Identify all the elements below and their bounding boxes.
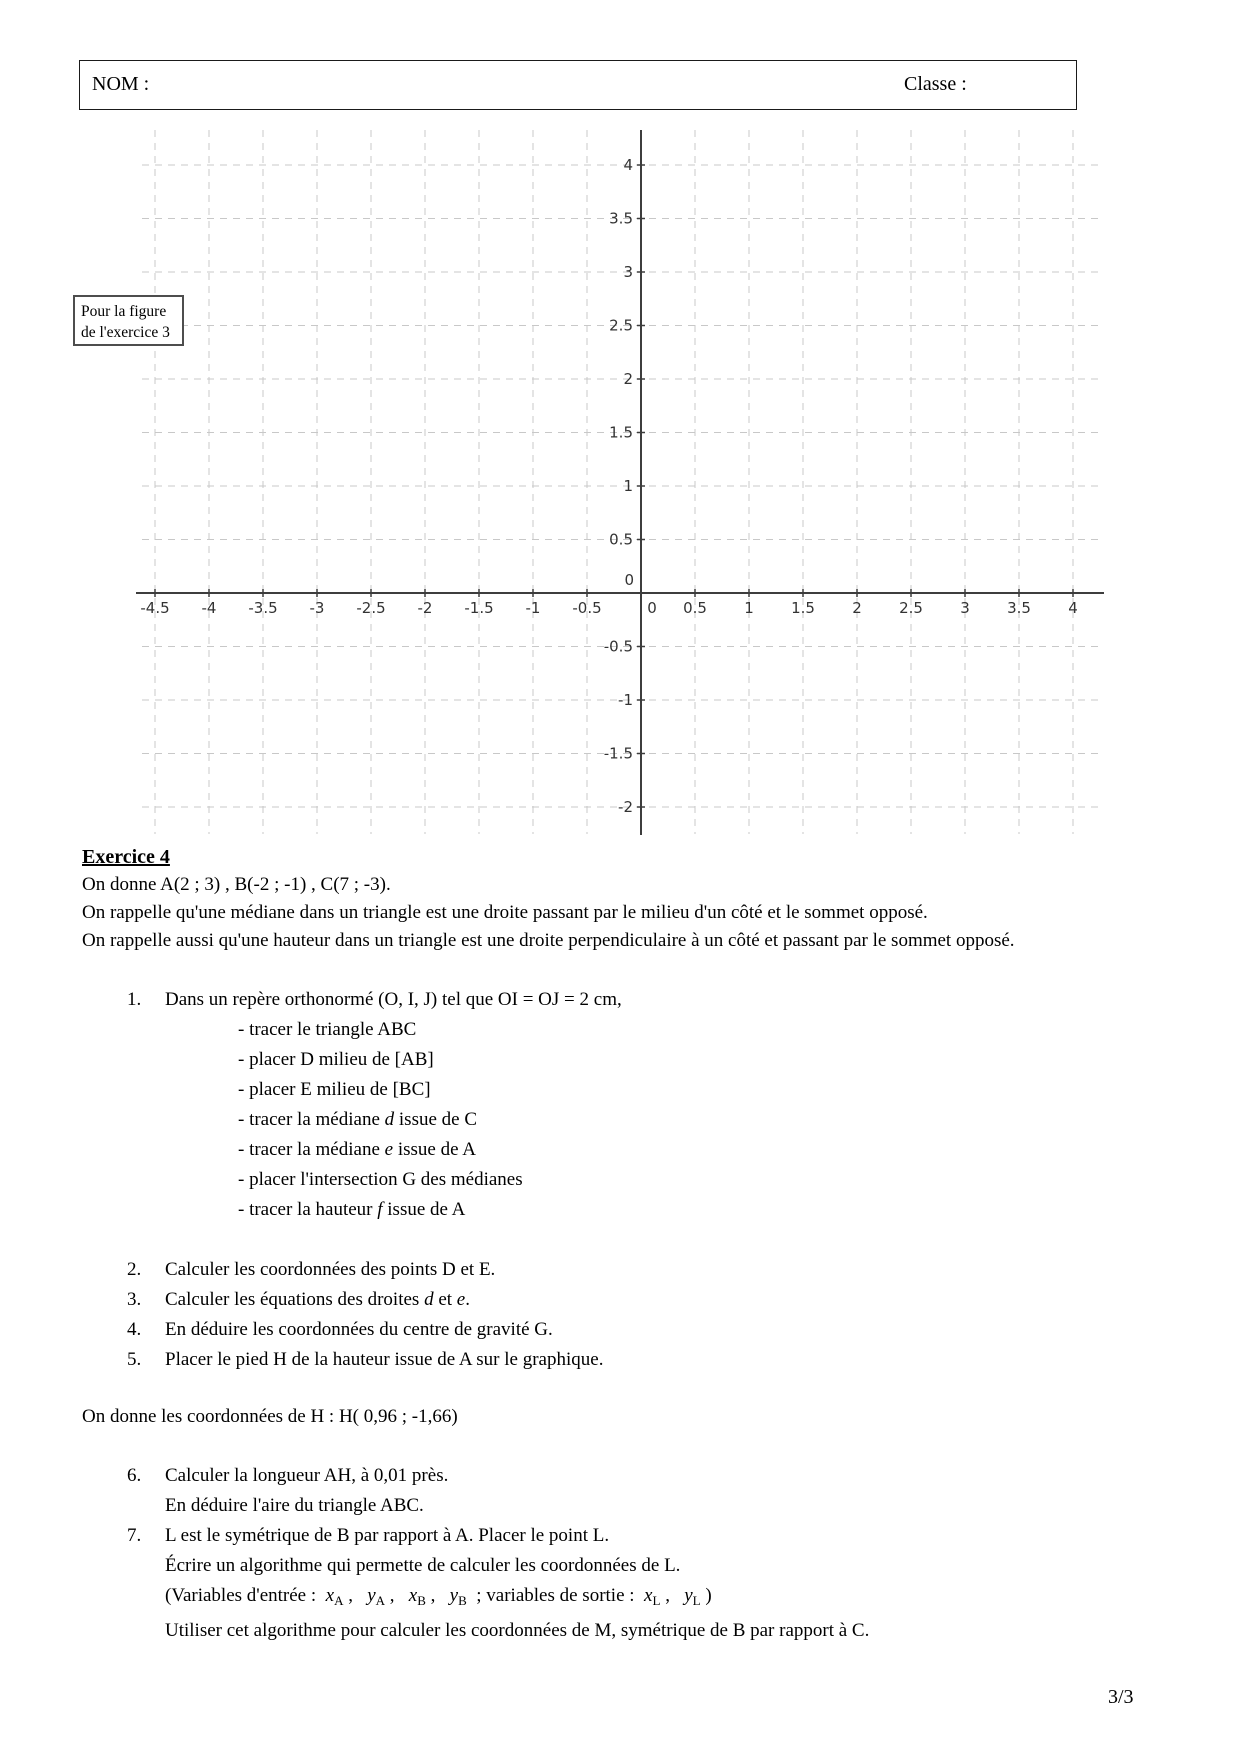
figure-note-line1: Pour la figure [81, 303, 167, 320]
text-line: On rappelle aussi qu'une hauteur dans un triangle est une droite perpendiculaire à un côté et passant par le sommet opposé. [82, 930, 1015, 951]
text-line: On donne les coordonnées de H : H( 0,96 ; -1,66) [82, 1406, 458, 1427]
x-tick-label: -1 [525, 599, 541, 617]
coordinate-grid [120, 128, 1110, 840]
text-line: En déduire l'aire du triangle ABC. [165, 1495, 424, 1516]
y-tick-label: -2 [618, 798, 633, 816]
text-line: - tracer la hauteur f issue de A [238, 1199, 466, 1220]
text-line [82, 1345, 1162, 1375]
page-number: 3/3 [1108, 1686, 1134, 1708]
x-tick-label: -3 [309, 599, 325, 617]
list-number: 3. [127, 1289, 142, 1310]
text-line [82, 1521, 1162, 1551]
y-tick-label: 4 [623, 156, 633, 174]
x-tick-label: 1.5 [791, 599, 815, 617]
name-class-box [79, 60, 1077, 110]
x-tick-label: 1 [744, 599, 754, 617]
text-line: On rappelle qu'une médiane dans un triangle est une droite passant par le milieu d'un côté et le sommet opposé. [82, 902, 928, 923]
x-tick-label: 3 [960, 599, 970, 617]
list-text: L est le symétrique de B par rapport à A. Placer le point L. [165, 1525, 610, 1546]
origin-label: 0 [624, 571, 634, 589]
x-tick-label: -0.5 [572, 599, 602, 617]
list-number: 5. [127, 1349, 142, 1370]
text-line [82, 1315, 1162, 1345]
text-line: - placer l'intersection G des médianes [238, 1169, 523, 1190]
figure-note-line2: de l'exercice 3 [81, 324, 170, 341]
list-number: 4. [127, 1319, 142, 1340]
text-line [82, 1285, 1162, 1315]
classe-label: Classe : [904, 73, 967, 95]
text-line: - tracer la médiane e issue de A [238, 1139, 476, 1160]
x-tick-label: -2.5 [356, 599, 386, 617]
text-line [82, 1461, 1162, 1491]
x-tick-label: 4 [1068, 599, 1078, 617]
y-tick-label: -1 [618, 691, 633, 709]
y-tick-label: 0.5 [609, 530, 633, 549]
list-text: Calculer les équations des droites d et e. [165, 1289, 470, 1310]
spacer [82, 1431, 1162, 1461]
exercise-title: Exercice 4 [82, 846, 170, 868]
list-text: Calculer la longueur AH, à 0,01 près. [165, 1465, 449, 1486]
text-line: Écrire un algorithme qui permette de calculer les coordonnées de L. [165, 1555, 681, 1576]
x-tick-label: -1.5 [464, 599, 494, 617]
y-tick-label: 1 [623, 477, 633, 495]
y-tick-label: -1.5 [603, 744, 633, 763]
x-tick-label: 2.5 [899, 599, 923, 617]
text-line: - tracer le triangle ABC [238, 1019, 417, 1040]
y-tick-label: 3 [623, 263, 633, 281]
list-number: 6. [127, 1465, 142, 1486]
text-line: Utiliser cet algorithme pour calculer les coordonnées de M, symétrique de B par rapport à C. [165, 1620, 870, 1641]
x-tick-label: 0.5 [683, 599, 707, 617]
text-line: - tracer la médiane d issue de C [238, 1109, 477, 1130]
list-text: Placer le pied H de la hauteur issue de A sur le graphique. [165, 1349, 604, 1370]
x-tick-label: 0 [647, 599, 657, 617]
text-line: (Variables d'entrée : $x_A$ , $y_A$ , $x_B$ , $y_B$ ; variables de sortie : $x_L$ , $y_L$ ) [165, 1585, 712, 1608]
list-text: En déduire les coordonnées du centre de gravité G. [165, 1319, 553, 1340]
x-tick-label: -4 [201, 599, 217, 617]
y-tick-label: -0.5 [603, 637, 633, 656]
figure-note-box [73, 295, 184, 346]
nom-label: NOM : [92, 73, 150, 95]
list-text: Calculer les coordonnées des points D et E. [165, 1259, 496, 1280]
y-tick-label: 1.5 [609, 423, 633, 442]
x-tick-label: -4.5 [140, 599, 170, 617]
text-line [82, 1255, 1162, 1285]
spacer [82, 1375, 1162, 1403]
list-text: Dans un repère orthonormé (O, I, J) tel que OI = OJ = 2 cm, [165, 989, 622, 1010]
text-line [82, 985, 1162, 1015]
x-tick-label: 3.5 [1007, 599, 1031, 617]
text-line: - placer D milieu de [AB] [238, 1049, 434, 1070]
y-tick-label: 3.5 [609, 209, 633, 228]
exercise-content [82, 843, 1162, 1646]
spacer [82, 1225, 1162, 1255]
text-line: - placer E milieu de [BC] [238, 1079, 431, 1100]
spacer [82, 955, 1162, 985]
y-tick-label: 2 [623, 370, 633, 388]
text-line: On donne A(2 ; 3) , B(-2 ; -1) , C(7 ; -3). [82, 874, 391, 895]
x-tick-label: -3.5 [248, 599, 278, 617]
list-number: 7. [127, 1525, 142, 1546]
list-number: 1. [127, 989, 142, 1010]
y-tick-label: 2.5 [609, 316, 633, 335]
list-number: 2. [127, 1259, 142, 1280]
x-tick-label: 2 [852, 599, 862, 617]
x-tick-label: -2 [417, 599, 433, 617]
